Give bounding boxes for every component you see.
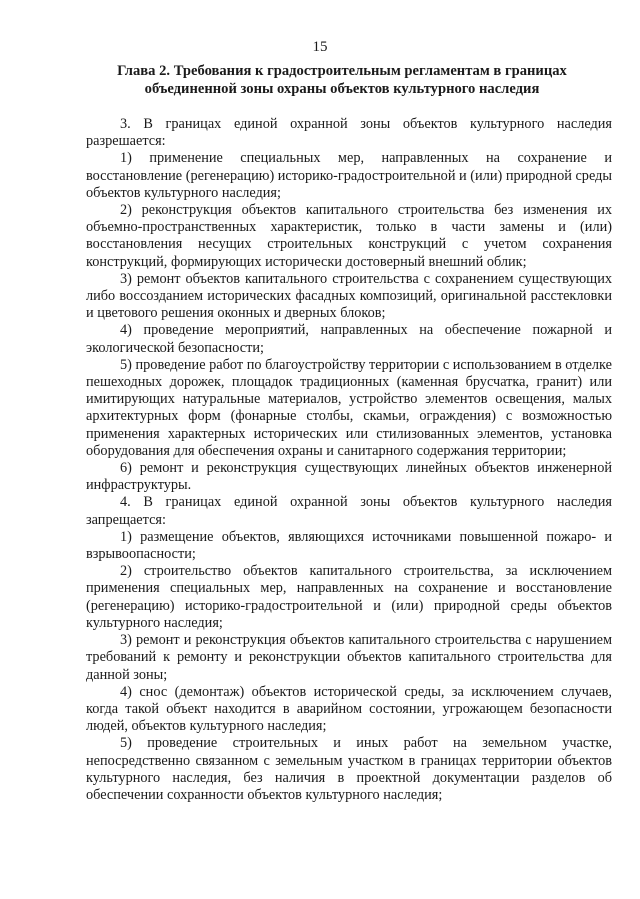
paragraph-clause-3: 3. В границах единой охранной зоны объектов культурного наследия разрешается: [86,116,612,150]
paragraph-clause-4: 4. В границах единой охранной зоны объектов культурного наследия запрещается: [86,494,612,528]
list-item-4-4: 4) снос (демонтаж) объектов исторической среды, за исключением случаев, когда такой объект находится в аварийном состоянии, угрожающем безопасности людей, объектов культурного наследия; [86,683,612,735]
list-item-3-2: 2) реконструкция объектов капитального строительства без изменения их объемно-пространственных характеристик, только в части замены и (или) восстановления несущих строительных конструкций с учетом сохранения конструкций, формирующих исторически достоверный внешний облик; [86,202,612,270]
list-item-3-6: 6) ремонт и реконструкция существующих линейных объектов инженерной инфраструктуры. [86,460,612,494]
chapter-title: Глава 2. Требования к градостроительным регламентам в границах объединенной зоны охраны объектов культурного наследия [117,63,567,97]
page-number: 15 [312,39,328,55]
body-text [86,116,612,804]
list-item-3-4: 4) проведение мероприятий, направленных на обеспечение пожарной и экологической безопасности; [86,322,612,356]
list-item-4-1: 1) размещение объектов, являющихся источниками повышенной пожаро- и взрывоопасности; [86,528,612,563]
list-item-4-3: 3) ремонт и реконструкция объектов капитального строительства с нарушением требований к ремонту и реконструкции объектов капитального строительства для данной зоны; [86,632,612,683]
list-item-3-1: 1) применение специальных мер, направленных на сохранение и восстановление (регенерацию) историко-градостроительной и (или) природной среды объектов культурного наследия; [86,150,612,201]
list-item-3-3: 3) ремонт объектов капитального строительства с сохранением существующих либо воссозданием исторических фасадных композиций, оригинальной расстекловки и цветового решения оконных и дверных блоков; [86,270,612,322]
list-item-4-5: 5) проведение строительных и иных работ на земельном участке, непосредственно связанном с земельным участком в границах территории объектов культурного наследия, без наличия в проектной документации разделов об обеспечении сохранности объектов культурного наследия; [86,735,612,803]
list-item-3-5: 5) проведение работ по благоустройству территории с использованием в отделке пешеходных дорожек, площадок традиционных (каменная брусчатка, гранит) или имитирующих натуральные материалов, устройство элементов освещения, малых архитектурных форм (фонарные столбы, скамьи, ограждения) с возможностью применения характерных исторических или стилизованных элементов, установка оборудования для обеспечения охраны и санитарного содержания территории; [86,356,612,459]
list-item-4-2: 2) строительство объектов капитального строительства, за исключением применения специальных мер, направленных на сохранение и восстановление (регенерацию) историко-градостроительной и (или) природной среды объектов культурного наследия; [86,563,612,631]
